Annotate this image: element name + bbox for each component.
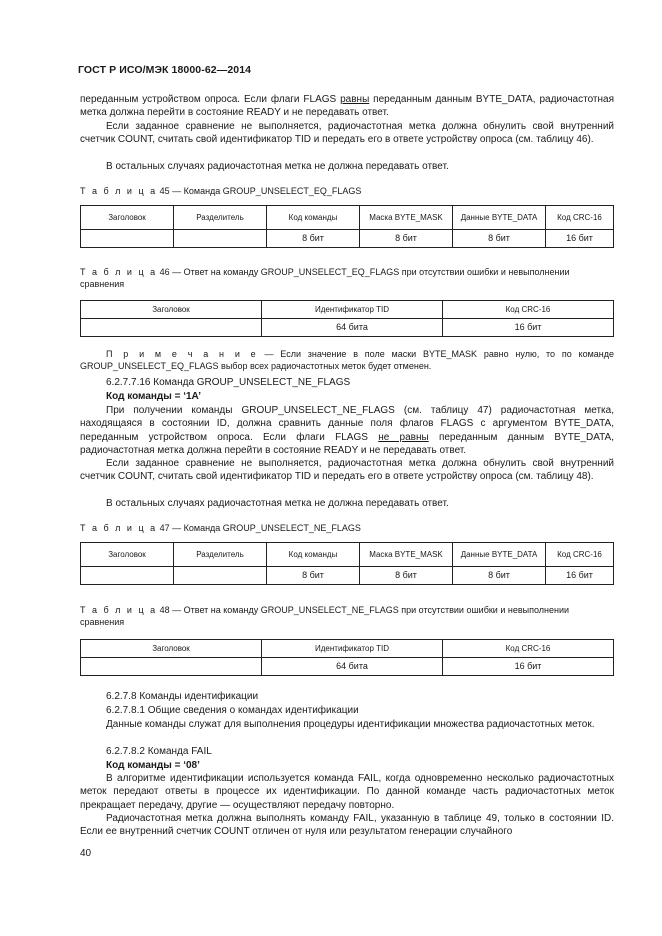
table-cell: 8 бит — [453, 567, 546, 585]
header-cell: Заголовок — [81, 206, 174, 230]
header-cell: Код CRC-16 — [546, 543, 614, 567]
table-header-row — [81, 543, 614, 567]
paragraph-mismatch: Если заданное сравнение не выполняется, радиочастотная метка должна обнулить свой внутренний счетчик COUNT, считать свой идентификатор TID и передать его в ответе устройству опроса (см. таблицу 46). — [80, 121, 614, 146]
table-46 — [80, 300, 614, 337]
header-cell: Код CRC-16 — [546, 206, 614, 230]
command-code-1a: Код команды = ‘1A’ — [106, 391, 201, 402]
paragraph-continuation: переданным устройством опроса. Если флаги FLAGS равны переданным данным BYTE_DATA, радиочастотная метка должна перейти в состояние READY и не передавать ответ. — [80, 94, 614, 119]
paragraph-otherwise: В остальных случаях радиочастотная метка не должна передавать ответ. — [106, 161, 449, 172]
table-cell: 16 бит — [546, 230, 614, 248]
table-cell: 16 бит — [443, 319, 614, 337]
paragraph-fail-algorithm: В алгоритме идентификации используется команда FAIL, когда одновременно несколько радиочастотных меток передают ответы в процессе их идентификации. По данной команде часть радиочастотных меток прекращает передачу, другие — осуществляют передачу повторно. — [80, 773, 614, 811]
table-header-row — [81, 206, 614, 230]
table-cell: 64 бита — [262, 658, 443, 676]
section-heading-6-2-7-8: 6.2.7.8 Команды идентификации — [106, 691, 259, 702]
table-header-row — [81, 301, 614, 319]
header-cell: Заголовок — [81, 640, 262, 658]
header-cell: Идентификатор TID — [262, 301, 443, 319]
table-cell: 8 бит — [360, 567, 453, 585]
table-note: П р и м е ч а н и е — Если значение в поле маски BYTE_MASK равно нулю, то по команде GROUP_UNSELECT_EQ_FLAGS выбор всех радиочастотных меток будет отменен. — [80, 349, 614, 371]
table-cell — [81, 658, 262, 676]
table-48 — [80, 639, 614, 676]
table-row — [81, 230, 614, 248]
header-cell: Разделитель — [174, 206, 267, 230]
table-45-caption: Т а б л и ц а 45 — Команда GROUP_UNSELECT_EQ_FLAGS — [80, 186, 362, 196]
header-cell: Заголовок — [81, 543, 174, 567]
paragraph-identification: Данные команды служат для выполнения процедуры идентификации множества радиочастотных меток. — [106, 719, 595, 730]
paragraph-ne-mismatch: Если заданное сравнение не выполняется, радиочастотная метка должна обнулить свой внутренний счетчик COUNT, считать свой идентификатор TID и передать его в ответе устройству опроса (см. таблицу 48). — [80, 458, 614, 483]
table-cell: 8 бит — [453, 230, 546, 248]
paragraph-ne-flags: При получении команды GROUP_UNSELECT_NE_FLAGS (см. таблицу 47) радиочастотная метка, находящаяся в состоянии ID, должна сравнить данные поля флагов FLAGS с аргументом BYTE_DATA, переданным устройством опроса. Если флаги FLAGS не равны переданным данным BYTE_DATA, радиочастотная метка должна перейти в состояние READY и не передавать ответ. — [80, 405, 614, 457]
section-heading-6-2-7-7-16: 6.2.7.7.16 Команда GROUP_UNSELECT_NE_FLAGS — [106, 377, 351, 388]
table-cell: 8 бит — [360, 230, 453, 248]
header-cell: Данные BYTE_DATA — [453, 206, 546, 230]
header-cell: Заголовок — [81, 301, 262, 319]
header-cell: Код команды — [267, 206, 360, 230]
table-cell — [81, 319, 262, 337]
table-47-caption: Т а б л и ц а 47 — Команда GROUP_UNSELECT_NE_FLAGS — [80, 523, 361, 533]
command-code-08: Код команды = ‘08’ — [106, 760, 200, 771]
section-heading-6-2-7-8-1: 6.2.7.8.1 Общие сведения о командах идентификации — [106, 705, 359, 716]
paragraph-ne-otherwise: В остальных случаях радиочастотная метка не должна передавать ответ. — [106, 498, 449, 509]
header-cell: Код CRC-16 — [443, 640, 614, 658]
table-cell — [81, 230, 174, 248]
table-row — [81, 658, 614, 676]
table-cell: 8 бит — [267, 567, 360, 585]
table-row — [81, 319, 614, 337]
header-cell: Код команды — [267, 543, 360, 567]
table-48-caption: Т а б л и ц а 48 — Ответ на команду GROUP_UNSELECT_NE_FLAGS при отсутствии ошибки и невыполнении сравнения — [80, 605, 570, 627]
table-45 — [80, 205, 614, 248]
table-46-caption: Т а б л и ц а 46 — Ответ на команду GROUP_UNSELECT_EQ_FLAGS при отсутствии ошибки и невыполнении сравнения — [80, 267, 570, 289]
table-47 — [80, 542, 614, 585]
header-cell: Маска BYTE_MASK — [360, 543, 453, 567]
table-row — [81, 567, 614, 585]
header-cell: Маска BYTE_MASK — [360, 206, 453, 230]
table-cell — [174, 567, 267, 585]
document-header: ГОСТ Р ИСО/МЭК 18000-62—2014 — [78, 64, 252, 76]
table-header-row — [81, 640, 614, 658]
page-number: 40 — [80, 848, 92, 859]
header-cell: Разделитель — [174, 543, 267, 567]
header-cell: Данные BYTE_DATA — [453, 543, 546, 567]
header-cell: Код CRC-16 — [443, 301, 614, 319]
table-cell: 8 бит — [267, 230, 360, 248]
table-cell — [174, 230, 267, 248]
table-cell: 16 бит — [443, 658, 614, 676]
table-cell: 16 бит — [546, 567, 614, 585]
header-cell: Идентификатор TID — [262, 640, 443, 658]
table-cell — [81, 567, 174, 585]
table-cell: 64 бита — [262, 319, 443, 337]
section-heading-6-2-7-8-2: 6.2.7.8.2 Команда FAIL — [106, 746, 212, 757]
paragraph-fail-state: Радиочастотная метка должна выполнять команду FAIL, указанную в таблице 49, только в состоянии ID. Если ее внутренний счетчик COUNT отличен от нуля или результатом генерации случайного — [80, 813, 614, 838]
